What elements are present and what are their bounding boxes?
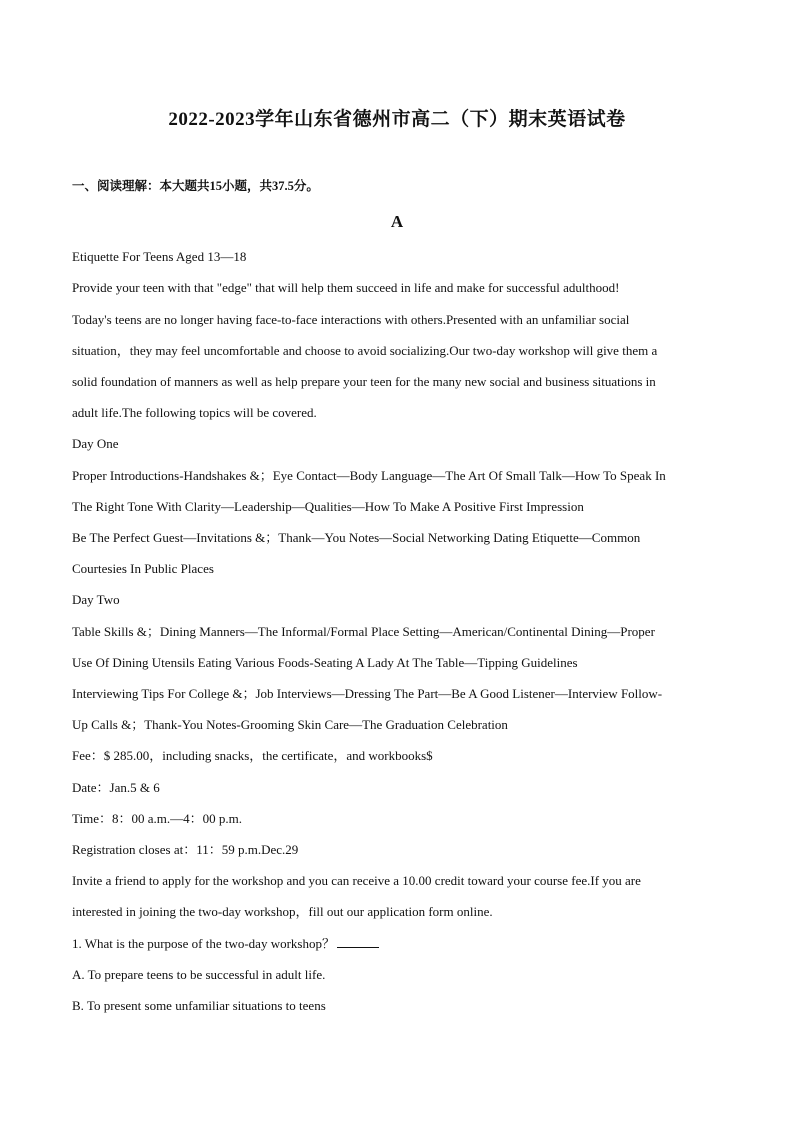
passage-line: situation，they may feel uncomfortable and choose to avoid socializing.Our two-day workshop will give them a <box>72 343 658 358</box>
passage-line: Date：Jan.5 & 6 <box>72 780 160 795</box>
section-heading: 一、阅读理解：本大题共15小题，共37.5分。 <box>72 179 319 193</box>
passage-line: Table Skills &；Dining Manners—The Informal/Formal Place Setting—American/Continental Dining—Proper <box>72 624 655 639</box>
passage-line: Proper Introductions-Handshakes &；Eye Contact—Body Language—The Art Of Small Talk—How To Speak In <box>72 468 666 483</box>
question-stem <box>72 935 722 953</box>
passage-line: Registration closes at：11：59 p.m.Dec.29 <box>72 842 299 857</box>
passage-label: A <box>390 212 404 231</box>
passage-line: solid foundation of manners as well as help prepare your teen for the many new social and business situations in <box>72 374 656 389</box>
passage-line: The Right Tone With Clarity—Leadership—Qualities—How To Make A Positive First Impression <box>72 499 584 514</box>
passage-line: adult life.The following topics will be covered. <box>72 405 317 420</box>
passage-line: Courtesies In Public Places <box>72 561 214 576</box>
question-option-a: A. To prepare teens to be successful in adult life. <box>72 967 326 982</box>
passage-line: Provide your teen with that "edge" that will help them succeed in life and make for successful adulthood! <box>72 280 620 295</box>
passage-line: Today's teens are no longer having face-to-face interactions with others.Presented with an unfamiliar social <box>72 312 630 327</box>
passage-line: Up Calls &；Thank-You Notes-Grooming Skin Care—The Graduation Celebration <box>72 717 508 732</box>
passage-line: interested in joining the two-day workshop，fill out our application form online. <box>72 904 493 919</box>
question-text: 1. What is the purpose of the two-day workshop？ <box>72 936 335 951</box>
passage-line: Day Two <box>72 592 120 607</box>
passage-line: Time：8：00 a.m.—4：00 p.m. <box>72 811 242 826</box>
passage-line: Invite a friend to apply for the workshop and you can receive a 10.00 credit toward your course fee.If you are <box>72 873 641 888</box>
passage-line: Day One <box>72 436 119 451</box>
answer-blank <box>337 935 379 948</box>
page-title: 2022-2023学年山东省德州市高二（下）期末英语试卷 <box>168 109 626 130</box>
passage-line: Be The Perfect Guest—Invitations &；Thank—You Notes—Social Networking Dating Etiquette—Common <box>72 530 641 545</box>
passage-line: Use Of Dining Utensils Eating Various Foods-Seating A Lady At The Table—Tipping Guidelines <box>72 655 578 670</box>
question-option-b: B. To present some unfamiliar situations to teens <box>72 998 326 1013</box>
passage-line: Fee：$ 285.00，including snacks，the certificate，and workbooks$ <box>72 748 433 763</box>
passage-line: Etiquette For Teens Aged 13—18 <box>72 249 247 264</box>
passage-line: Interviewing Tips For College &；Job Interviews—Dressing The Part—Be A Good Listener—Interview Follow- <box>72 686 663 701</box>
